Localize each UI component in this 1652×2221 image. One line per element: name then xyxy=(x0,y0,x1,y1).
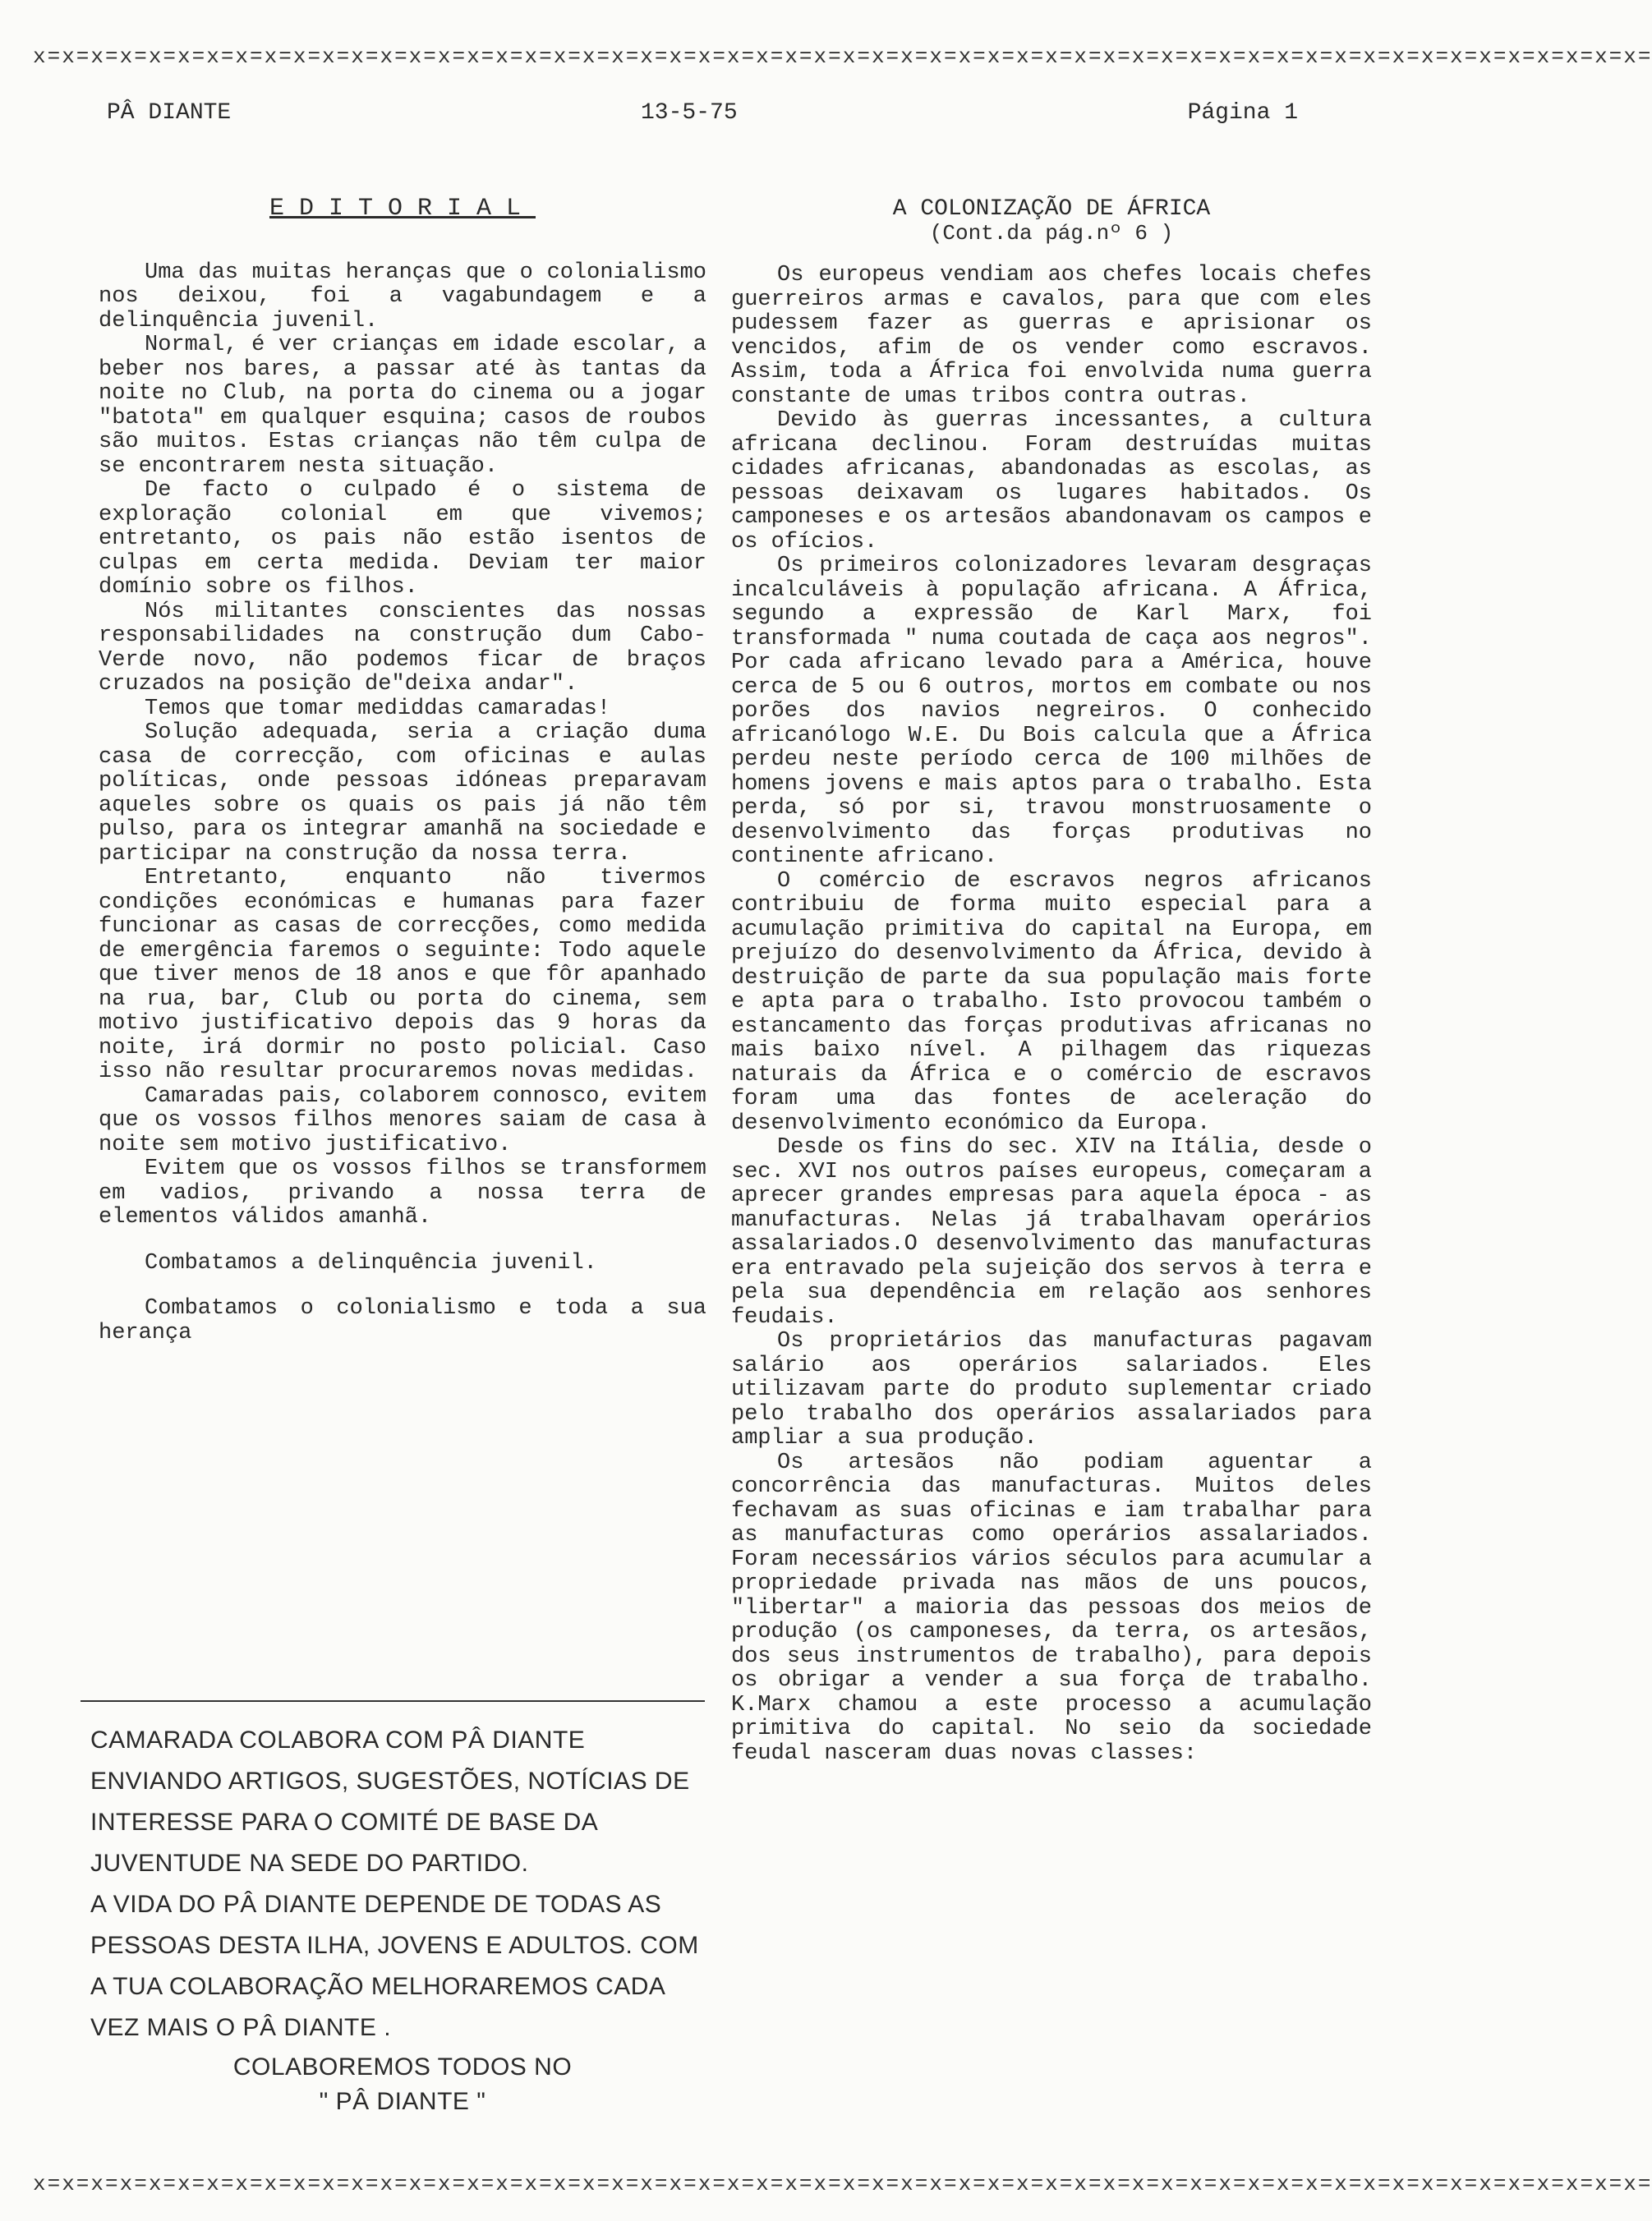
editorial-paragraph: Solução adequada, seria a criação duma casa de correcção, com oficinas e aulas políticas, onde pessoas idóneas preparavam aqueles sobre os quais os pais já não têm pulso, para os integrar amanhã na sociedade e participar na construção da nossa terra. xyxy=(99,720,706,867)
article-paragraph: Os proprietários das manufacturas pagavam salário aos operários salariados. Eles utilizavam parte do produto suplementar criado pelo trabalho dos operários assalariados para ampliar a sua produção. xyxy=(731,1329,1372,1451)
editorial-paragraph: Combatamos a delinquência juvenil. xyxy=(145,1250,597,1276)
editorial-column xyxy=(99,197,706,1345)
article-paragraph: Os primeiros colonizadores levaram desgraças incalculáveis à população africana. A África, segundo a expressão de Karl Marx, foi transformada " numa coutada de caça aos negros". Por cada africano levado para a América, houve cerca de 5 ou 6 outros, mortos em combate ou nos porões dos navios negreiros. O conhecido africanólogo W.E. Du Bois calcula que a África perdeu neste período cerca de 100 milhões de homens jovens e mais aptos para o trabalho. Esta perda, só por si, travou monstruosamente o desenvolvimento das forças produtivas no continente africano. xyxy=(731,554,1372,869)
editorial-title: EDITORIAL xyxy=(269,195,536,223)
article-paragraph: O comércio de escravos negros africanos contribuiu de forma muito especial para a acumulação primitiva do capital na Europa, em prejuízo do desenvolvimento da África, devido à destruição de parte da sua população mais forte e apta para o trabalho. Isto provocou também o estancamento das forças produtivas africanas no mais baixo nível. A pilhagem das riquezas naturais da África e o comércio de escravos foram uma das fontes de aceleração do desenvolvimento económico da Europa. xyxy=(731,868,1372,1136)
publication-name: PÂ DIANTE xyxy=(107,100,232,126)
editorial-paragraph: Entretanto, enquanto não tivermos condições económicas e humanas para fazer funcionar as casas de correcções, como medida de emergência faremos o seguinte: Todo aquele que tiver menos de 18 anos e que fôr apanhado na rua, bar, Club ou porta do cinema, sem motivo justificativo depois das 9 horas da noite, irá dormir no posto policial. Caso isso não resultar procuraremos novas medidas. xyxy=(99,866,706,1084)
editorial-paragraph: Uma das muitas heranças que o colonialismo nos deixou, foi a vagabundagem e a delinquência juvenil. xyxy=(99,260,706,333)
article-column xyxy=(731,197,1372,1766)
collaboration-notice xyxy=(90,1720,715,2118)
page-number: Página 1 xyxy=(1187,100,1298,126)
article-paragraph: Os europeus vendiam aos chefes locais chefes guerreiros armas e cavalos, para que com eles pudessem fazer as guerras e aprisionar os vencidos, afim de os vender como escravos. Assim, toda a África foi envolvida numa guerra constante de umas tribos contra outras. xyxy=(731,263,1372,409)
article-paragraph: Devido às guerras incessantes, a cultura africana declinou. Foram destruídas muitas cidades africanas, abandonadas as escolas, as pessoas deixavam os lugares habitados. Os camponeses e os artesãos abandonavam os campos e os ofícios. xyxy=(731,408,1372,554)
page-header xyxy=(99,100,1314,133)
article-paragraph: Os artesãos não podiam aguentar a concorrência das manufacturas. Muitos deles fechavam as suas oficinas e iam trabalhar para as manufacturas como operários assalariados. Foram necessários vários séculos para acumular a propriedade privada nas mãos de uns poucos, "libertar" a maioria das pessoas dos meios de produção (os camponeses, da terra, os artesãos, dos seus instrumentos de trabalho), para depois os obrigar a vender a sua força de trabalho. K.Marx chamou a este processo a acumulação primitiva do capital. No seio da sociedade feudal nasceram duas novas classes: xyxy=(731,1450,1372,1766)
top-divider-rule: x=x=x=x=x=x=x=x=x=x=x=x=x=x=x=x=x=x=x=x=x=x=x=x=x=x=x=x=x=x=x=x=x=x=x=x=x=x=x=x=x=x=x=x=x=x=x=x=x=x=x=x=x=x=x=x= xyxy=(33,44,1652,69)
editorial-paragraph: De facto o culpado é o sistema de exploração colonial em que vivemos; entretanto, os pais não estão isentos de culpas em certa medida. Deviam ter maior domínio sobre os filhos. xyxy=(99,478,706,600)
editorial-paragraph: Camaradas pais, colaborem connosco, evitem que os vossos filhos menores saiam de casa à noite sem motivo justificativo. xyxy=(99,1083,706,1157)
article-title: A COLONIZAÇÃO DE ÁFRICA xyxy=(892,196,1211,222)
bottom-divider-rule: x=x=x=x=x=x=x=x=x=x=x=x=x=x=x=x=x=x=x=x=x=x=x=x=x=x=x=x=x=x=x=x=x=x=x=x=x=x=x=x=x=x=x=x=x=x=x=x=x=x=x=x=x=x=x=x= xyxy=(33,2172,1652,2196)
notice-signoff: COLABOREMOS TODOS NO xyxy=(232,2053,573,2081)
notice-text: A VIDA DO PÂ DIANTE DEPENDE DE TODAS AS PESSOAS DESTA ILHA, JOVENS E ADULTOS. COM A TUA COLABORAÇÃO MELHORAREMOS CADA VEZ MAIS O PÂ DIANTE . xyxy=(90,1891,699,2041)
article-paragraph: Desde os fins do sec. XIV na Itália, desde o sec. XVI nos outros países europeus, começaram a aprecer grandes empresas para aquela época - as manufacturas. Nelas já trabalhavam operários assalariados.O desenvolvimento das manufacturas era entravado pela sujeição dos servos à terra e pela sua dependência em relação aos senhores feudais. xyxy=(731,1135,1372,1330)
editorial-paragraph: Normal, é ver crianças em idade escolar, a beber nos bares, a passar até às tantas da noite no Club, na porta do cinema ou a jogar "batota" em qualquer esquina; casos de roubos são muitos. Estas crianças não têm culpa de se encontrarem nesta situação. xyxy=(99,333,706,479)
editorial-paragraph: Temos que tomar mediddas camaradas! xyxy=(145,696,611,721)
editorial-paragraph: Evitem que os vossos filhos se transformem em vadios, privando a nossa terra de elementos válidos amanhã. xyxy=(99,1156,706,1230)
notice-divider xyxy=(81,1700,705,1702)
editorial-paragraph: Combatamos o colonialismo e toda a sua herança xyxy=(99,1296,706,1345)
editorial-paragraph: Nós militantes conscientes das nossas responsabilidades na construção dum Cabo-Verde novo, não podemos ficar de braços cruzados na posição de"deixa andar". xyxy=(99,599,706,697)
issue-date: 13-5-75 xyxy=(641,100,738,126)
continuation-note: (Cont.da pág.nº 6 ) xyxy=(929,220,1174,246)
notice-signoff-name: " PÂ DIANTE " xyxy=(319,2088,486,2115)
notice-text: CAMARADA COLABORA COM PÂ DIANTE ENVIANDO ARTIGOS, SUGESTÕES, NOTÍCIAS DE INTERESSE PARA O COMITÉ DE BASE DA JUVENTUDE NA SEDE DO PARTIDO. xyxy=(90,1727,690,1877)
